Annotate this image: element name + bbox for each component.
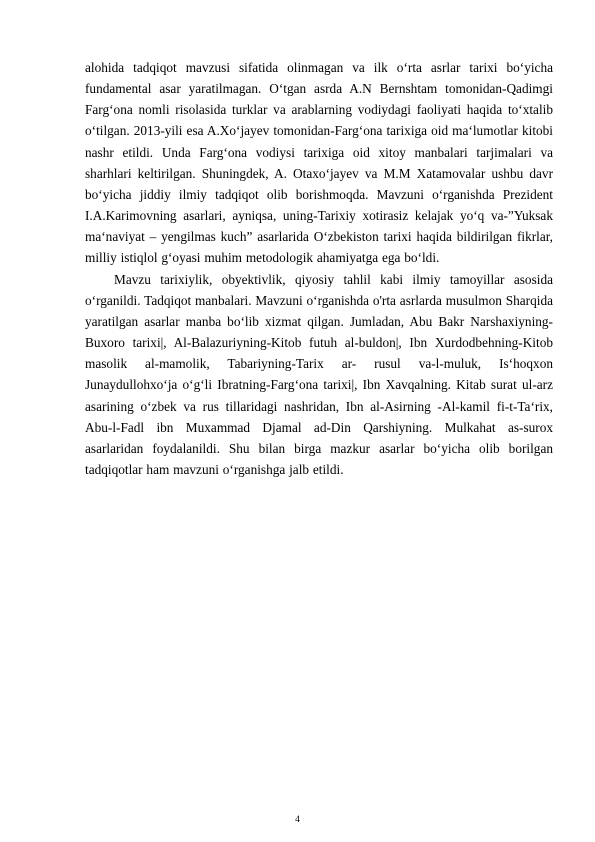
paragraph-2: Mavzu tarixiylik, obyektivlik, qiyosiy tahlil kabi ilmiy tamoyillar asosida o‘rganildi. Tadqiqot manbalari. Mavzuni o‘rganishda o'rta asrlarda musulmon Sharqida yaratilgan asarlar manba bo‘lib xizmat qilgan. Jumladan, Abu Bakr Narshaxiyning-Buxoro tarixi|, Al-Balazuriyning-Kitob futuh al-buldon|, Ibn Xurdodbehning-Kitob masolik al-mamolik, Tabariyning-Tarix ar- rusul va-l-muluk, Is‘hoqxon Junaydullohxo‘ja o‘g‘li Ibratning-Farg‘ona tarixi|, Ibn Xavqalning. Kitab surat ul-arz asarining o‘zbek va rus tillaridagi nashridan, Ibn al-Asirning -Al-kamil fi-t-Ta‘rix, Abu-l-Fadl ibn Muxammad Djamal ad-Din Qarshiyning. Mulkahat as-surox asarlaridan foydalanildi. Shu bilan birga mazkur asarlar bo‘yicha olib borilgan tadqiqotlar ham mavzuni o‘rganishga jalb etildi. (85, 271, 553, 477)
body-text (85, 57, 553, 480)
page-number: 4 (295, 815, 300, 825)
paragraph-1: alohida tadqiqot mavzusi sifatida olinmagan va ilk o‘rta asrlar tarixi bo‘yicha fundamental asar yaratilmagan. O‘tgan asrda A.N Bernshtam tomonidan-Qadimgi Farg‘ona nomli risolasida turklar va arablarning vodiydagi faoliyati haqida to‘xtalib o‘tilgan. 2013-yili esa A.Xo‘jayev tomonidan-Farg‘ona tarixiga oid ma‘lumotlar kitobi nashr etildi. Unda Farg‘ona vodiysi tarixiga oid xitoy manbalari tarjimalari va sharhlari keltirilgan. Shuningdek, A. Otaxo‘jayev va M.M Xatamovalar ushbu davr bo‘yicha jiddiy ilmiy tadqiqot olib borishmoqda. Mavzuni o‘rganishda Prezident I.A.Karimovning asarlari, ayniqsa, uning-Tarixiy xotirasiz kelajak yo‘q va-”Yuksak ma‘naviyat – yengilmas kuch” asarlarida O‘zbekiston tarixi haqida bildirilgan fikrlar, milliy istiqlol g‘oyasi muhim metodologik ahamiyatga ega bo‘ldi. (85, 60, 553, 266)
